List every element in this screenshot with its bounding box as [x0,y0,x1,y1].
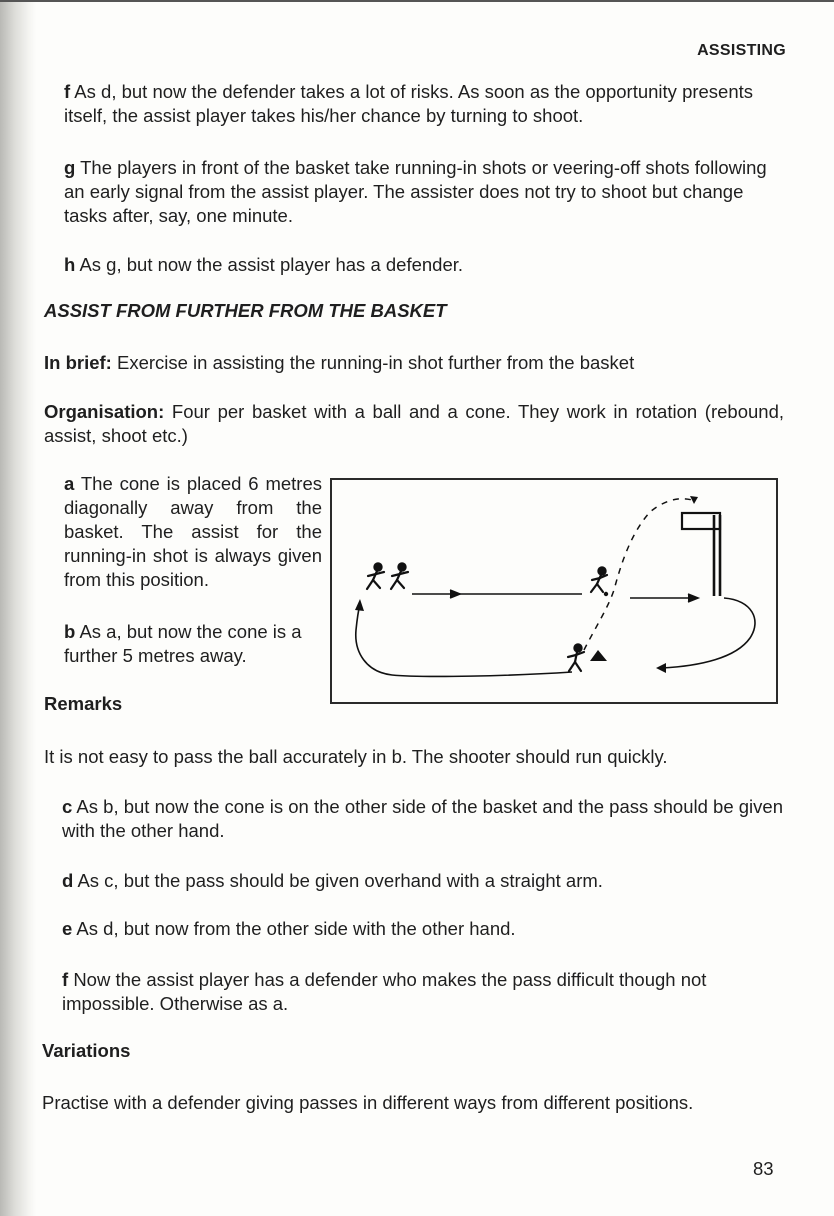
ball-icon [604,592,608,596]
organisation [44,400,784,448]
basket-icon [682,513,720,596]
item-letter: f [62,969,69,990]
exercise-item-h [64,253,786,277]
organisation-text: Four per basket with a ball and a cone. They work in rotation (rebound, assist, shoot etc.) [44,401,784,446]
in-brief-label: In brief: [44,352,112,373]
pass-arrowhead-icon [690,496,698,504]
run-arrow-icon [412,590,582,598]
item-text: As b, but now the cone is on the other side of the basket and the pass should be given with the other hand. [62,796,783,841]
item-text: As c, but the pass should be given overhand with a straight arm. [77,870,603,891]
drill-diagram [330,478,778,704]
variations-text: Practise with a defender giving passes in different ways from different positions. [42,1092,694,1113]
exercise-item-g [64,156,786,228]
drill-diagram-svg [332,480,776,702]
shooter-icon [568,644,584,671]
loop-path-icon [356,604,572,676]
exercise-item-c [62,795,784,843]
exercise-item-d [62,869,784,893]
exercise-item-a [64,472,322,592]
item-letter: e [62,918,73,939]
item-text: As a, but now the cone is a further 5 metres away. [64,621,302,666]
assist-player-icon [591,567,607,592]
item-letter: f [64,81,71,102]
remarks-title: Remarks [44,693,123,714]
item-text: Now the assist player has a defender who makes the pass difficult though not impossible. Otherwise as a. [62,969,707,1014]
running-players-icon [367,563,408,589]
item-text: As d, but now the defender takes a lot of risks. As soon as the opportunity presents itself, the assist player takes his/her chance by turning to shoot. [64,81,754,126]
cone-icon [590,650,607,661]
return-arrowhead-icon [656,663,666,673]
organisation-label: Organisation: [44,401,165,422]
return-path-icon [662,598,755,668]
exercise-item-e [62,917,784,941]
in-brief-text: Exercise in assisting the running-in shot further from the basket [116,352,635,373]
item-text: As g, but now the assist player has a defender. [79,254,464,275]
in-brief [44,351,784,375]
remarks-text: It is not easy to pass the ball accurately in b. The shooter should run quickly. [44,746,668,767]
page-number: 83 [753,1158,774,1179]
item-text: The players in front of the basket take running-in shots or veering-off shots following an early signal from the assist player. The assister does not try to shoot but change tasks after, say, one minute. [64,157,767,226]
drive-arrow-icon [630,594,698,602]
section-title: ASSIST FROM FURTHER FROM THE BASKET [44,300,447,321]
exercise-item-f-bottom [62,968,784,1016]
exercise-item-b [64,620,326,668]
item-letter: d [62,870,74,891]
item-text: The cone is placed 6 metres diagonally away from the basket. The assist for the running-in shot is always given from this position. [64,473,322,590]
item-letter: h [64,254,76,275]
item-letter: b [64,621,76,642]
page-top-edge [0,0,834,2]
item-letter: c [62,796,73,817]
item-letter: a [64,473,75,494]
exercise-item-f-top [64,80,786,128]
loop-arrowhead-icon [355,599,364,611]
item-text: As d, but now from the other side with the other hand. [76,918,516,939]
running-header: ASSISTING [697,42,786,59]
item-letter: g [64,157,76,178]
variations-title: Variations [42,1040,131,1061]
page-spine-shadow [0,0,36,1216]
